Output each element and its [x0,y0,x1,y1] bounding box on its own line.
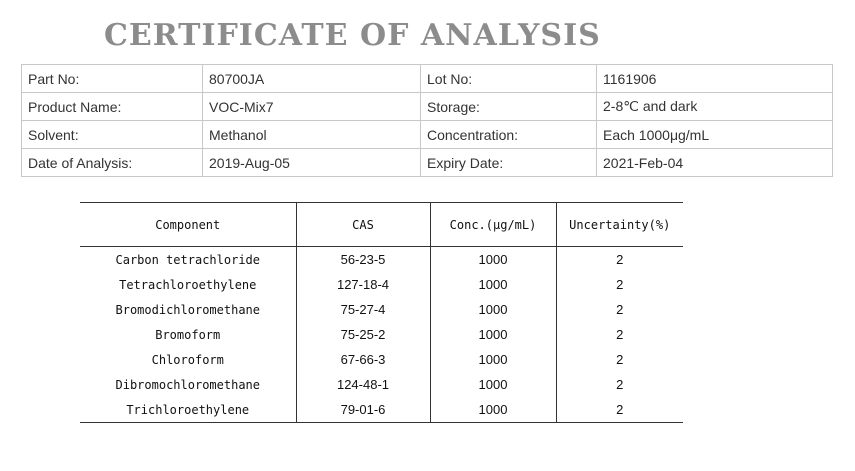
cas-number: 79-01-6 [296,397,430,423]
uncertainty: 2 [556,372,683,397]
component-name: Bromoform [155,327,221,342]
info-value: Methanol [203,121,421,149]
cas-number: 75-25-2 [296,322,430,347]
components-table [80,202,683,423]
info-label: Expiry Date: [421,149,597,177]
table-row [80,297,683,322]
component-name: Carbon tetrachloride [115,252,260,267]
uncertainty: 2 [556,272,683,297]
info-label: Solvent: [22,121,203,149]
product-info-table [21,64,833,177]
info-label: Concentration: [421,121,597,149]
component-name: Trichloroethylene [126,402,250,417]
uncertainty: 2 [556,297,683,322]
info-value: 80700JA [203,65,421,93]
concentration: 1000 [430,347,556,372]
component-name: Chloroform [151,352,224,367]
concentration: 1000 [430,247,556,273]
concentration: 1000 [430,272,556,297]
uncertainty: 2 [556,322,683,347]
column-header-conc: Conc.(μg/mL) [430,203,556,247]
info-row-product [22,93,833,121]
cas-number: 56-23-5 [296,247,430,273]
uncertainty: 2 [556,397,683,423]
info-value: 2021-Feb-04 [597,149,833,177]
info-label: Lot No: [421,65,597,93]
column-header-uncertainty: Uncertainty(%) [556,203,683,247]
page-title: CERTIFICATE OF ANALYSIS [104,18,601,53]
table-row [80,272,683,297]
info-value: Each 1000μg/mL [597,121,833,149]
cas-number: 127-18-4 [296,272,430,297]
component-name: Tetrachloroethylene [119,277,257,292]
info-value: 2-8℃ and dark [597,93,833,121]
info-value: 2019-Aug-05 [203,149,421,177]
table-row [80,372,683,397]
info-label: Date of Analysis: [22,149,203,177]
concentration: 1000 [430,322,556,347]
table-row [80,322,683,347]
info-row-solvent [22,121,833,149]
concentration: 1000 [430,297,556,322]
cas-number: 75-27-4 [296,297,430,322]
info-row-date [22,149,833,177]
table-row [80,347,683,372]
uncertainty: 2 [556,247,683,273]
table-row [80,247,683,273]
uncertainty: 2 [556,347,683,372]
info-label: Part No: [22,65,203,93]
component-name: Dibromochloromethane [115,377,260,392]
component-name: Bromodichloromethane [115,302,260,317]
cas-number: 124-48-1 [296,372,430,397]
column-header-component: Component [80,203,296,247]
concentration: 1000 [430,397,556,423]
components-header-row [80,203,683,247]
info-label: Product Name: [22,93,203,121]
concentration: 1000 [430,372,556,397]
table-row [80,397,683,423]
info-row-part [22,65,833,93]
column-header-cas: CAS [296,203,430,247]
cas-number: 67-66-3 [296,347,430,372]
info-value: 1161906 [597,65,833,93]
info-label: Storage: [421,93,597,121]
info-value: VOC-Mix7 [203,93,421,121]
